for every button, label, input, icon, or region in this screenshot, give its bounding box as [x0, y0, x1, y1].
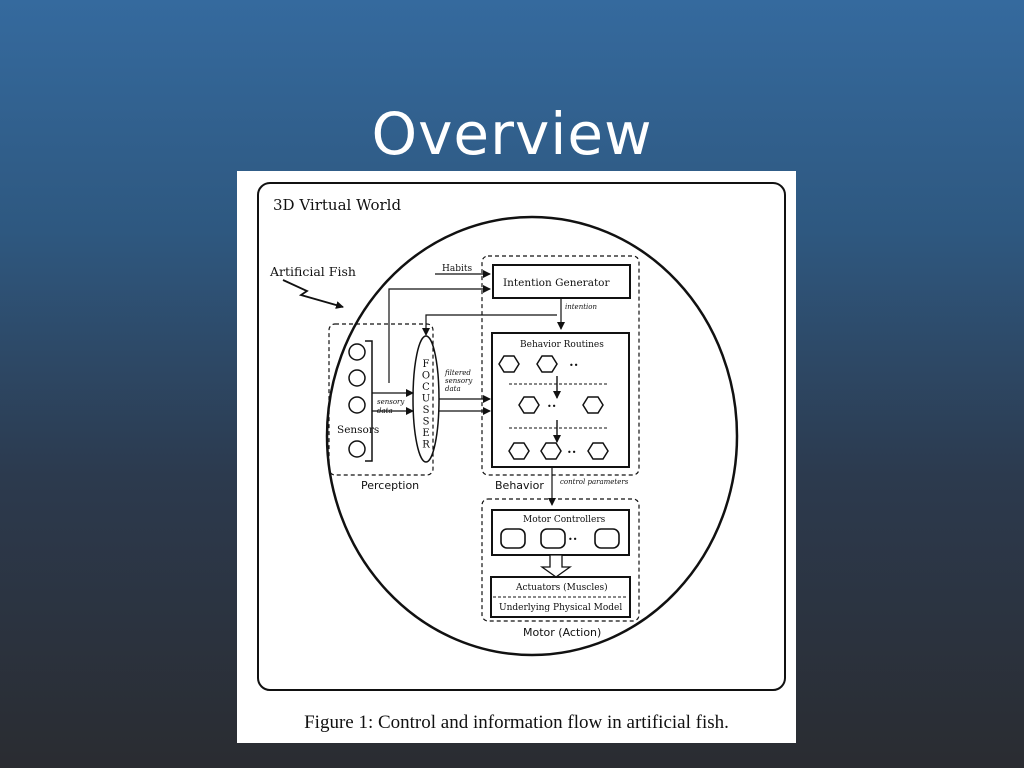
intention-generator-label: Intention Generator	[503, 277, 610, 289]
focusser-letter: E	[422, 428, 430, 439]
slide-title: Overview	[371, 100, 653, 168]
controller-ellipsis: ••	[568, 535, 578, 544]
habits-label: Habits	[442, 264, 473, 274]
focusser-letter: F	[422, 359, 430, 370]
diagram-svg	[237, 171, 796, 743]
motor-controllers-label: Motor Controllers	[523, 515, 606, 525]
perception-to-intention-line	[389, 289, 490, 383]
sensor-circle	[349, 370, 365, 386]
focusser-letter: O	[421, 370, 431, 382]
routine-ellipsis: ••	[567, 448, 577, 457]
hollow-down-arrow-icon	[542, 555, 570, 577]
world-label: 3D Virtual World	[273, 196, 402, 214]
figure-caption: Figure 1: Control and information flow in artificial fish.	[304, 712, 729, 733]
sensory-data-label-1: sensory	[377, 398, 405, 406]
routine-ellipsis: ••	[569, 361, 579, 370]
sensor-bracket	[365, 341, 372, 461]
perception-label: Perception	[361, 479, 420, 492]
focusser-letter: S	[422, 416, 430, 428]
sensor-circle	[349, 397, 365, 413]
actuators-label: Actuators (Muscles)	[516, 583, 608, 593]
filtered-data-label-3: data	[445, 385, 461, 393]
artificial-fish-label: Artificial Fish	[270, 264, 356, 279]
sensory-data-label-2: data	[377, 407, 393, 415]
behavior-label: Behavior	[495, 479, 544, 492]
focusser-letters	[422, 359, 430, 451]
focusser-letter: S	[422, 405, 430, 416]
routine-ellipsis: ••	[547, 402, 557, 411]
behavior-routines-label: Behavior Routines	[520, 340, 604, 350]
filtered-data-label-2: sensory	[445, 377, 473, 385]
filtered-data-label-1: filtered	[445, 369, 471, 377]
focusser-letter: R	[422, 439, 430, 451]
behavior-routines-box	[492, 333, 629, 467]
control-parameters-label: control parameters	[560, 478, 629, 486]
sensor-circle	[349, 441, 365, 457]
motor-label: Motor (Action)	[523, 626, 602, 639]
focusser-letter: C	[422, 382, 430, 393]
fish-pointer-icon	[283, 280, 343, 307]
sensor-circle	[349, 344, 365, 360]
physical-model-label: Underlying Physical Model	[499, 603, 623, 613]
focusser-letter: U	[421, 393, 431, 405]
intention-label: intention	[565, 303, 597, 311]
sensors-label: Sensors	[337, 424, 380, 436]
figure-panel	[237, 171, 796, 743]
